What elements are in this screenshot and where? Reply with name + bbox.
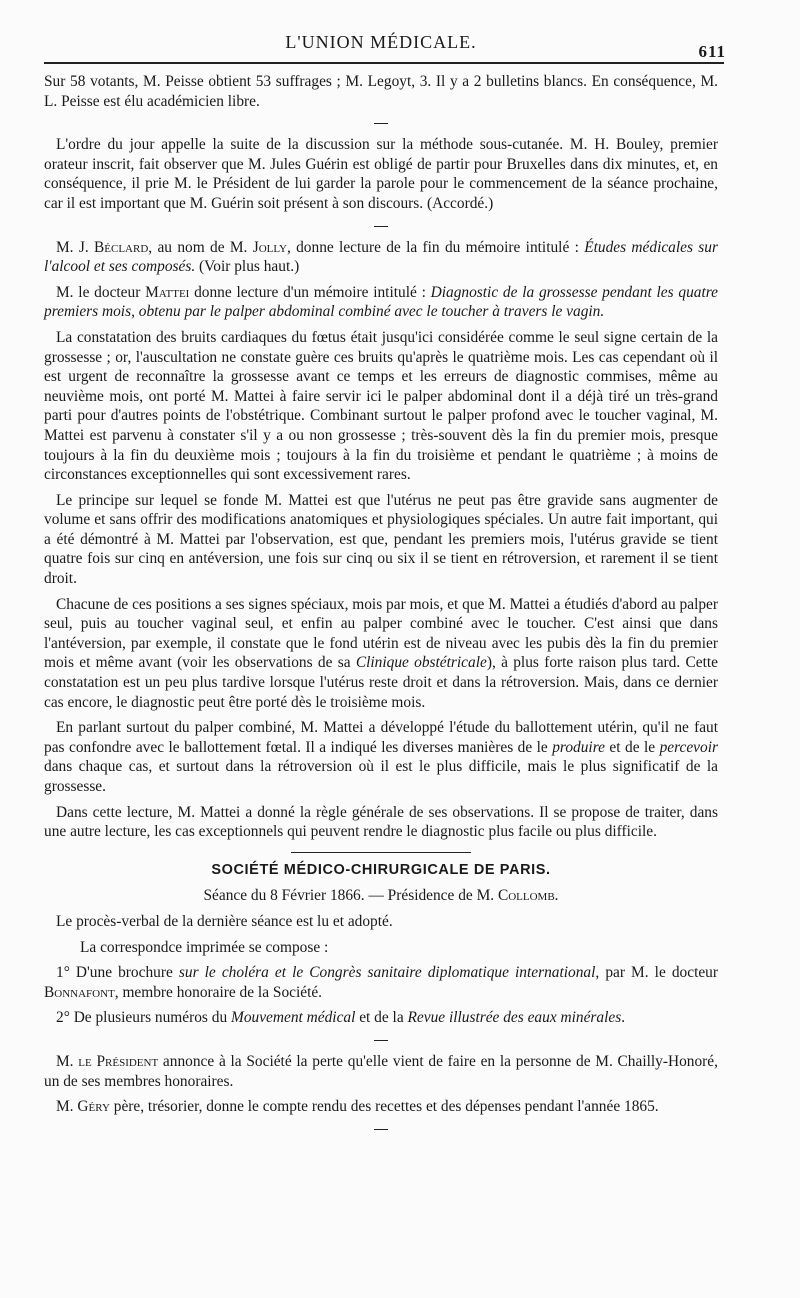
section-title: SOCIÉTÉ MÉDICO-CHIRURGICALE DE PARIS. — [211, 861, 551, 878]
paragraph-treasurer — [44, 1097, 718, 1117]
work-title: Revue illustrée des eaux minérales — [407, 1009, 622, 1027]
paragraph-auscultation: La constatation des bruits cardiaques du fœtus était jusqu'ici considérée comme le seul signe certain de la grossesse ; or, l'auscultation ne constate guère ces bruits qu'après le quatrième mois. Les cas cependant où il est urgent de reconnaître la grossesse avant ce temps et les erreurs de diagnostic commises, même au neuvième mois, ont porté M. Mattei à faire servir ici le palper abdominal dont il a déjà tiré un très-grand parti pour d'autres points de l'obstétrique. Combinant surtout le palper profond avec le toucher vaginal, M. Mattei est parvenu à constater s'il y a ou non grossesse ; très-souvent dès la fin du premier mois, presque toujours à la fin du deuxième mois ; toujours à la fin du troisième et pendant le quatrième ; à moins de circonstances exceptionnelles qui sont excessivement rares. — [44, 328, 718, 484]
text-span: (Voir plus haut.) — [195, 258, 300, 276]
paragraph-vote-result: Sur 58 votants, M. Peisse obtient 53 suffrages ; M. Legoyt, 3. Il y a 2 bulletins blancs. En conséquence, M. L. Peisse est élu académicien libre. — [44, 73, 718, 110]
italic-term: percevoir — [659, 738, 718, 756]
memoir-title: Diagnostic de la grossesse pendant les quatre premiers mois, obtenu par le palper abdominal combiné avec le toucher à travers le vagin. — [44, 283, 718, 321]
text-span: Séance du 8 Février 1866. — Présidence de M. — [203, 887, 498, 905]
italic-term: produire — [552, 738, 605, 756]
speaker-name: Géry — [77, 1098, 110, 1116]
text-span: dans chaque cas, et surtout dans la rétroversion où il est le plus difficile, mais le plus significatif de la grossesse. — [44, 758, 718, 795]
paragraph-order-of-day: L'ordre du jour appelle la suite de la discussion sur la méthode sous-cutanée. M. H. Bouley, premier orateur inscrit, fait observer que M. Jules Guérin est obligé de partir pour Bruxelles dans dix minutes, et, en conséquence, il prie M. le Président de lui garder la parole pour le commencement de la séance prochaine, car il est important que M. Guérin soit présent à son discours. (Accordé.) — [44, 136, 718, 212]
author-name: Bonnafont — [44, 983, 115, 1001]
text-span: donne lecture d'un mémoire intitulé : — [189, 283, 431, 301]
text-span: 1° D'une brochure — [56, 964, 179, 982]
separator — [44, 117, 718, 129]
list-item-numbers — [44, 1008, 718, 1028]
paragraph-president-announcement — [44, 1052, 718, 1091]
journal-title: L'UNION MÉDICALE. — [285, 32, 477, 52]
page-number: 611 — [698, 42, 726, 61]
header-rule — [44, 62, 724, 64]
article-body — [44, 72, 718, 1135]
text-span: , au nom de M. — [148, 238, 253, 256]
paragraph-conclusion: Dans cette lecture, M. Mattei a donné la règle générale de ses observations. Il se propose de traiter, dans une autre lecture, les cas exceptionnels qui peuvent rendre le diagnostic plus facile ou plus difficile. — [44, 803, 718, 841]
author-name: Jolly — [252, 238, 287, 256]
text-span: M. — [56, 1052, 79, 1070]
session-line — [44, 886, 718, 906]
text-span: M. — [56, 1098, 78, 1116]
running-head — [44, 28, 726, 62]
text-span: ), à plus forte raison plus tard. Cette constatation est un peu plus tardive lorsque l'utérus reste droit et dans la rétroversion. Mais, dans ce dernier cas encore, le diagnostic peut être porté dès le troisième mois. — [44, 654, 718, 711]
text-span: père, trésorier, donne le compte rendu des recettes et des dépenses pendant l'année 1865. — [109, 1098, 659, 1116]
text-span: , membre honoraire de la Société. — [114, 983, 323, 1001]
paragraph-ballottement — [44, 718, 718, 796]
text-span: Chacune de ces positions a ses signes spéciaux, mois par mois, et que M. Mattei a étudiés d'abord au palper seul, puis au toucher vaginal seul, et enfin au palper combiné avec le toucher. C'est ainsi que dans l'antéversion, par exemple, il constate que le fond utérin est de niveau avec les pubis dès la fin du premier mois et même avant (voir les observations de sa — [44, 595, 718, 672]
separator — [44, 220, 718, 232]
separator — [44, 1034, 718, 1046]
work-title: Clinique obstétricale — [355, 654, 487, 672]
speaker-name: Mattei — [145, 283, 190, 301]
text-span: , donne lecture de la fin du mémoire intitulé : — [286, 238, 585, 256]
text-span: , par M. le docteur — [595, 964, 718, 982]
text-span: . — [554, 887, 559, 905]
paragraph-beclard — [44, 238, 718, 277]
paragraph-mattei-intro — [44, 283, 718, 322]
list-item-brochure — [44, 963, 718, 1002]
paragraph-positions — [44, 595, 718, 713]
text-span: En parlant surtout du palper combiné, M. Mattei a développé l'étude du ballottement utérin, qu'il ne faut pas confondre avec le ballottement fœtal. Il a indiqué les diverses manières de le — [44, 719, 718, 756]
section-rule — [291, 852, 471, 853]
text-span: 2° De plusieurs numéros du — [56, 1009, 232, 1027]
paragraph-minutes: Le procès-verbal de la dernière séance est lu et adopté. — [56, 912, 393, 930]
text-span: . — [621, 1009, 626, 1027]
speaker-name: le Président — [78, 1052, 159, 1070]
memoir-title: Études médicales sur l'alcool et ses composés. — [44, 238, 718, 276]
work-title: sur le choléra et le Congrès sanitaire diplomatique international — [178, 964, 596, 982]
text-span: M. le docteur — [56, 283, 146, 301]
separator — [44, 1123, 718, 1135]
text-span: et de le — [604, 738, 660, 756]
text-span: et de la — [355, 1009, 408, 1027]
work-title: Mouvement médical — [231, 1009, 356, 1027]
paragraph-principle: Le principe sur lequel se fonde M. Mattei est que l'utérus ne peut pas être gravide sans augmenter de volume et sans offrir des modifications anatomiques et physiologiques spéciales. Un autre fait important, qui a été démontré à M. Mattei par l'observation, est que, pendant les premiers mois, l'utérus gravide se tient quatre fois sur cinq en antéversion, une fois sur cinq ou six il se tient en rétroversion, et rarement il se tient droit. — [44, 491, 718, 588]
president-name: Collomb — [497, 887, 555, 905]
text-span: annonce à la Société la perte qu'elle vient de faire en la personne de M. Chailly-Honoré, un de ses membres honoraires. — [44, 1052, 718, 1090]
speaker-name: M. J. Béclard — [56, 238, 149, 256]
paragraph-correspondence: La correspondce imprimée se compose : — [80, 938, 329, 956]
